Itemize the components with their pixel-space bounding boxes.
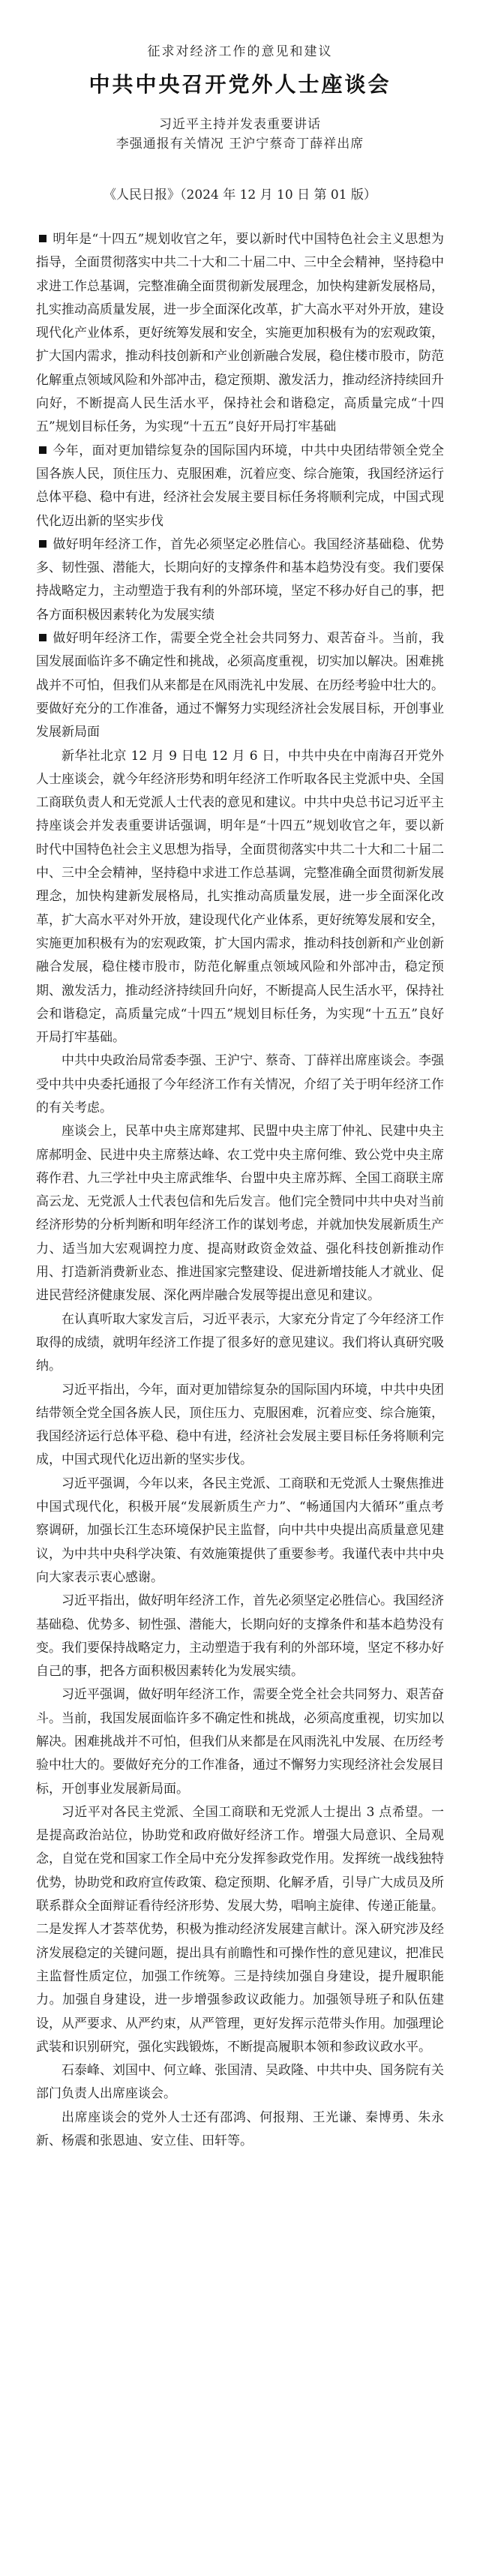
summary-paragraph	[36, 228, 444, 440]
summary-paragraph	[36, 533, 444, 627]
paragraph-text: 习近平对各民主党派、全国工商联和无党派人士提出 3 点希望。一是提高政治站位，协助党和政府做好经济工作。增强大局意识、全局观念，自觉在党和国家工作全局中充分发挥参政党作用。发挥统一战线独特优势，协助党和政府宣传政策、稳定预期、化解矛盾，引导广大成员及所联系群众全面辩证看待经济形势、发展大势，唱响主旋律、传递正能量。二是发挥人才荟萃优势，积极为推动经济发展建言献计。深入研究涉及经济发展稳定的关键问题，提出具有前瞻性和可操作性的意见建议，把准民主监督性质定位，加强工作统筹。三是持续加强自身建设，提升履职能力。加强自身建设，进一步增强参政议政能力。加强领导班子和队伍建设，从严要求、从严约束，从严管理，更好发挥示范带头作用。加强理论武装和识别研究，强化实践锻炼，不断提高履职本领和参政议政水平。	[36, 1804, 444, 2055]
body-paragraph	[36, 745, 444, 1050]
paragraph-text: 习近平指出，做好明年经济工作，首先必须坚定必胜信心。我国经济基础稳、优势多、韧性强、潜能大，长期向好的支撑条件和基本趋势没有变。我们要保持战略定力，主动塑造于我有利的外部环境，坚定不移办好自己的事，把各方面积极因素转化为发展实绩。	[36, 1593, 444, 1680]
summary-paragraph	[36, 627, 444, 744]
square-bullet-icon	[39, 446, 46, 454]
paragraph-text: 中共中央政治局常委李强、王沪宁、蔡奇、丁薛祥出席座谈会。李强受中共中央委托通报了今年经济工作有关情况，介绍了关于明年经济工作的有关考虑。	[36, 1053, 444, 1115]
square-bullet-icon	[39, 235, 46, 242]
paragraph-text: 习近平强调，今年以来，各民主党派、工商联和无党派人士聚焦推进中国式现代化，积极开展“发展新质生产力”、“畅通国内大循环”重点考察调研，加强长江生态环境保护民主监督，向中共中央提出高质量意见建议，为中共中央科学决策、有效施策提供了重要参考。我谨代表中共中央向大家表示衷心感谢。	[36, 1476, 444, 1585]
body-paragraph	[36, 1590, 444, 1683]
square-bullet-icon	[39, 540, 46, 548]
article-subhead-line: 李强通报有关情况 王沪宁蔡奇丁薛祥出席	[116, 137, 364, 152]
article-source: 《人民日报》（2024 年 12 月 10 日 第 01 版）	[104, 188, 376, 203]
paragraph-text: 习近平强调，做好明年经济工作，需要全党全社会共同努力、艰苦奋斗。当前，我国发展面临许多不确定性和挑战，必须高度重视，切实加以解决。困难挑战并不可怕，但我们从来都是在风雨洗礼中发展、在历经考验中壮大的。要做好充分的工作准备，通过不懈努力实现经济社会发展目标，开创事业发展新局面。	[36, 1687, 444, 1797]
body-paragraph	[36, 2106, 444, 2154]
body-paragraph	[36, 1049, 444, 1120]
body-paragraph	[36, 1683, 444, 1800]
paragraph-text: 明年是“十四五”规划收官之年，要以新时代中国特色社会主义思想为指导，全面贯彻落实中共二十大和二十届二中、三中全会精神，坚持稳中求进工作总基调，完整准确全面贯彻新发展理念，加快构建新发展格局，扎实推动高质量发展，进一步全面深化改革，扩大高水平对外开放，建设现代化产业体系，更好统筹发展和安全，实施更加积极有为的宏观政策，扩大国内需求，推动科技创新和产业创新融合发展，稳住楼市股市，防范化解重点领域风险和外部冲击，稳定预期、激发活力，推动经济持续回升向好，不断提高人民生活水平，保持社会和谐稳定，高质量完成“十四五”规划目标任务，为实现“十五五”良好开局打牢基础	[36, 232, 444, 435]
body-paragraph	[36, 1473, 444, 1590]
body-paragraph	[36, 2059, 444, 2106]
body-paragraph	[36, 1379, 444, 1473]
paragraph-text: 习近平指出，今年，面对更加错综复杂的国际国内环境，中共中央团结带领全党全国各族人民，顶住压力、克服困难，沉着应变、综合施策，我国经济运行总体平稳、稳中有进，经济社会发展主要目标任务将顺利完成，中国式现代化迈出新的坚实步伐。	[36, 1382, 444, 1468]
article-subhead-line: 习近平主持并发表重要讲话	[159, 117, 321, 132]
paragraph-text: 座谈会上，民革中央主席郑建邦、民盟中央主席丁仲礼、民建中央主席郝明金、民进中央主席蔡达峰、农工党中央主席何维、致公党中央主席蒋作君、九三学社中央主席武维华、台盟中央主席苏辉、全国工商联主席高云龙、无党派人士代表包信和先后发言。他们完全赞同中共中央对当前经济形势的分析判断和明年经济工作的谋划考虑，并就加快发展新质生产力、适当加大宏观调控力度、提高财政资金效益、强化科技创新推动作用、打造新消费新业态、推进国家完整建设、促进新增技能人才就业、促进民营经济健康发展、深化两岸融合发展等提出意见和建议。	[36, 1124, 444, 1304]
paragraph-text: 今年，面对更加错综复杂的国际国内环境，中共中央团结带领全党全国各族人民，顶住压力、克服困难，沉着应变、综合施策，我国经济运行总体平稳、稳中有进，经济社会发展主要目标任务将顺利完成，中国式现代化迈出新的坚实步伐	[36, 443, 444, 529]
body-paragraph	[36, 1801, 444, 2059]
article-kicker: 征求对经济工作的意见和建议	[147, 44, 333, 59]
paragraph-text: 做好明年经济工作，首先必须坚定必胜信心。我国经济基础稳、优势多、韧性强、潜能大，长期向好的支撑条件和基本趋势没有变。我们要保持战略定力，主动塑造于我有利的外部环境，坚定不移办好自己的事，把各方面积极因素转化为发展实绩	[36, 536, 444, 623]
article-headline: 中共中央召开党外人士座谈会	[88, 72, 392, 97]
paragraph-text: 出席座谈会的党外人士还有邵鸿、何报翔、王光谦、秦博勇、朱永新、杨震和张恩迪、安立佳、田轩等。	[36, 2109, 444, 2149]
square-bullet-icon	[39, 634, 46, 641]
body-paragraph	[36, 1120, 444, 1308]
body-paragraph	[36, 1308, 444, 1379]
summary-paragraph	[36, 440, 444, 533]
paragraph-text: 在认真听取大家发言后，习近平表示，大家充分肯定了今年经济工作取得的成绩，就明年经济工作提了很多好的意见建议。我们将认真研究吸纳。	[36, 1311, 444, 1374]
article-body	[36, 228, 444, 2153]
paragraph-text: 新华社北京 12 月 9 日电 12 月 6 日，中共中央在中南海召开党外人士座谈会，就今年经济形势和明年经济工作听取各民主党派中央、全国工商联负责人和无党派人士代表的意见和建议。中共中央总书记习近平主持座谈会并发表重要讲话强调，明年是“十四五”规划收官之年，要以新时代中国特色社会主义思想为指导，全面贯彻落实中共二十大和二十届二中、三中全会精神，坚持稳中求进工作总基调，完整准确全面贯彻新发展理念，加快构建新发展格局，扎实推动高质量发展，进一步全面深化改革，扩大高水平对外开放，建设现代化产业体系，更好统筹发展和安全，实施更加积极有为的宏观政策，扩大国内需求，推动科技创新和产业创新融合发展，稳住楼市股市，防范化解重点领域风险和外部冲击，稳定预期、激发活力，推动经济持续回升向好，不断提高人民生活水平，保持社会和谐稳定，高质量完成“十四五”规划目标任务，为实现“十五五”良好开局打牢基础。	[36, 748, 444, 1046]
paragraph-text: 石泰峰、刘国中、何立峰、张国清、吴政隆、中共中央、国务院有关部门负责人出席座谈会。	[36, 2063, 444, 2102]
paragraph-text: 做好明年经济工作，需要全党全社会共同努力、艰苦奋斗。当前，我国发展面临许多不确定性和挑战，必须高度重视，切实加以解决。困难挑战并不可怕，但我们从来都是在风雨洗礼中发展、在历经考验中壮大的。要做好充分的工作准备，通过不懈努力实现经济社会发展目标，开创事业发展新局面	[36, 631, 444, 740]
